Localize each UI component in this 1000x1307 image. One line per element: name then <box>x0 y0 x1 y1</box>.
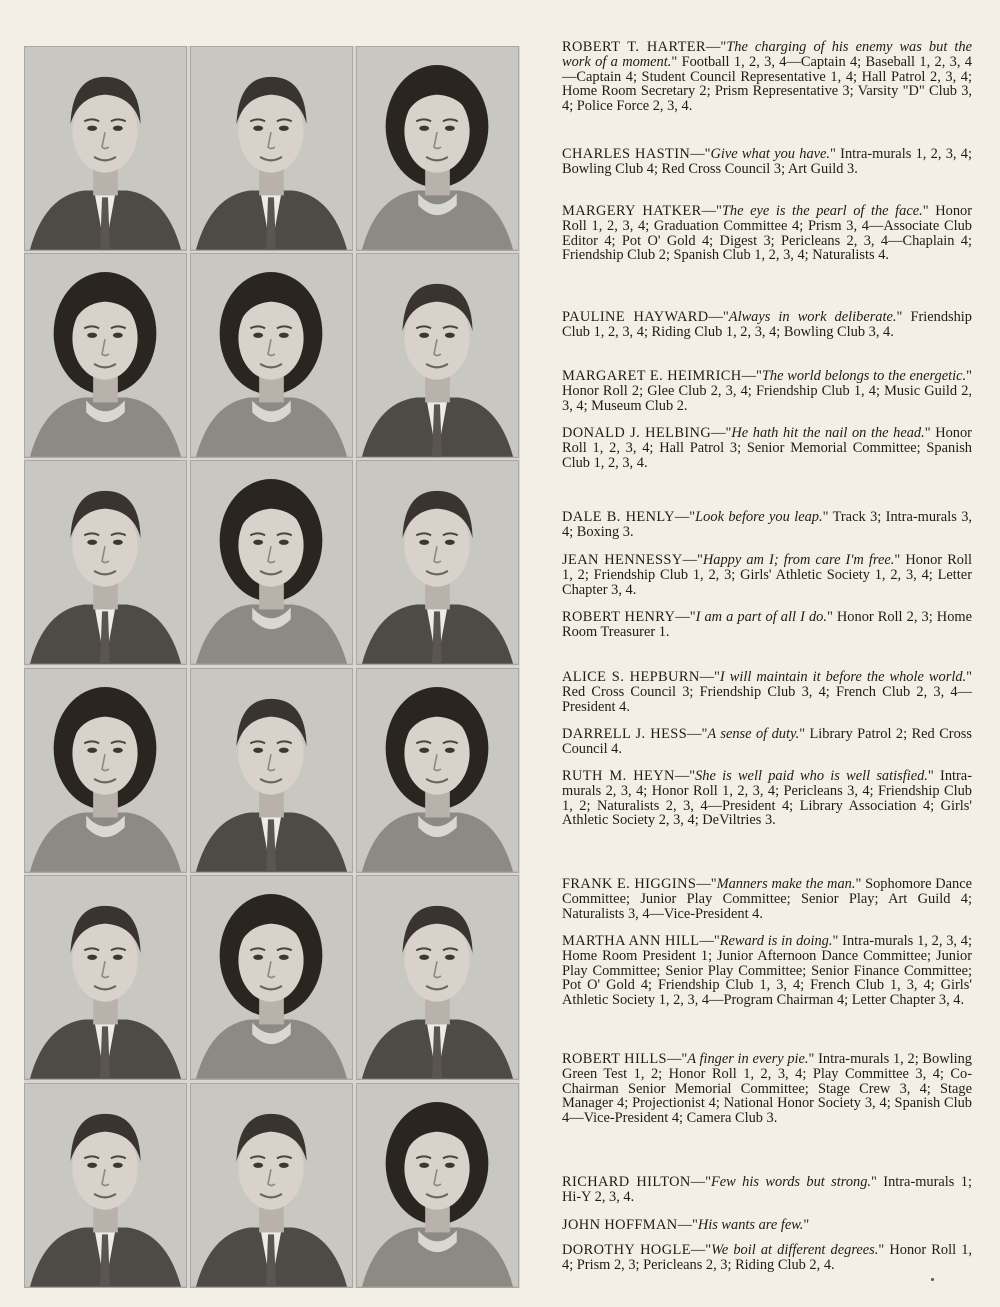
student-activities: Intra-murals 1, 2; Bowling Green Test 1, 2; Honor Roll 1, 2, 3, 4; Play Committee 3, 4; Co-Chairman Senior Memorial Committee; Stage Crew 3, 4; Stage Manager 4; Projectionist 4; National Honor Society 3, 4; Spanish Club 4—Vice-President 4; Camera Club 3. <box>562 1051 972 1127</box>
student-motto: He hath hit the nail on the head. <box>731 425 925 441</box>
student-name: JOHN HOFFMAN <box>562 1217 678 1233</box>
student-name: ROBERT HENRY <box>562 609 676 625</box>
student-activities: Intra-murals 1; Hi-Y 2, 3, 4. <box>562 1174 972 1205</box>
student-motto: Always in work deliberate. <box>728 309 897 325</box>
biography-entry: FRANK E. HIGGINS—"Manners make the man." Sophomore Dance Committee; Junior Play Committee; Senior Play; Art Guild 4; Naturalists 3, 4—Vice-President 4. <box>562 876 973 922</box>
student-motto: Manners make the man. <box>716 876 856 892</box>
biography-entry: JEAN HENNESSY—"Happy am I; from care I'm free." Honor Roll 1, 2; Friendship Club 1, 2, 3; Girls' Athletic Society 1, 2, 3, 4; Letter Chapter 3, 4. <box>562 552 972 598</box>
portrait-photo <box>24 46 187 251</box>
student-motto: We boil at different degrees. <box>711 1242 879 1258</box>
biography-entry: MARGARET E. HEIMRICH—"The world belongs to the energetic." Honor Roll 2; Glee Club 2, 3, 4; Friendship Club 1, 4; Music Guild 2, 3, 4; Museum Club 2. <box>562 368 972 414</box>
portrait-photo <box>190 460 353 665</box>
biography-entry: ROBERT HENRY—"I am a part of all I do." Honor Roll 2, 3; Home Room Treasurer 1. <box>562 609 972 640</box>
portrait-photo <box>356 668 519 873</box>
student-activities: Intra-murals 1, 2, 3, 4; Bowling Club 4; Red Cross Council 3; Art Guild 3. <box>562 146 972 177</box>
student-motto: Reward is in doing. <box>719 933 833 949</box>
biography-entry: DARRELL J. HESS—"A sense of duty." Library Patrol 2; Red Cross Council 4. <box>562 726 972 757</box>
student-motto: The world belongs to the energetic. <box>761 368 967 384</box>
portrait-grid <box>24 46 520 1288</box>
student-motto: A finger in every pie. <box>687 1051 809 1067</box>
student-motto: I will maintain it before the whole world. <box>719 669 967 685</box>
student-name: DARRELL J. HESS <box>562 726 688 742</box>
biography-entry: ROBERT HILLS—"A finger in every pie." Intra-murals 1, 2; Bowling Green Test 1, 2; Honor Roll 1, 2, 3, 4; Play Committee 3, 4; Co-Chairman Senior Memorial Committee; Stage Crew 3, 4; Stage Manager 4; Projectionist 4; National Honor Society 3, 4; Spanish Club 4—Vice-President 4; Camera Club 3. <box>562 1051 972 1127</box>
student-motto: Few his words but strong. <box>711 1174 872 1190</box>
student-motto: The eye is the pearl of the face. <box>721 203 923 219</box>
biography-entry: PAULINE HAYWARD—"Always in work deliberate." Friendship Club 1, 2, 3, 4; Riding Club 1, 2, 3, 4; Bowling Club 3, 4. <box>562 309 972 340</box>
portrait-photo <box>190 46 353 251</box>
student-activities: Sophomore Dance Committee; Junior Play Committee; Senior Play; Art Guild 4; Naturalists 3, 4—Vice-President 4. <box>562 876 973 922</box>
portrait-photo <box>24 1083 187 1288</box>
student-activities: Honor Roll 2, 3; Home Room Treasurer 1. <box>562 609 972 640</box>
student-activities: Red Cross Council 3; Friendship Club 3, 4; French Club 2, 3, 4—President 4. <box>562 683 972 715</box>
biography-entry: ROBERT T. HARTER—"The charging of his enemy was but the work of a moment." Football 1, 2, 3, 4—Captain 4; Baseball 1, 2, 3, 4—Captain 4; Student Council Representative 1, 4; Hall Patrol 2, 3, 4; Home Room Secretary 2; Prism Representative 3; Varsity "D" Club 3, 4; Police Force 2, 3, 4. <box>562 39 972 115</box>
portrait-photo <box>24 253 187 458</box>
portrait-photo <box>190 253 353 458</box>
student-motto: Happy am I; from care I'm free. <box>702 552 895 568</box>
student-name: MARTHA ANN HILL <box>562 933 700 949</box>
student-name: ROBERT HILLS <box>562 1051 667 1067</box>
student-activities: Track 3; Intra-murals 3, 4; Boxing 3. <box>562 509 972 540</box>
portrait-photo <box>24 875 187 1080</box>
student-name: MARGARET E. HEIMRICH <box>562 368 742 384</box>
student-motto: Look before you leap. <box>695 509 823 525</box>
student-activities: Intra-murals 1, 2, 3, 4; Home Room President 1; Junior Afternoon Dance Committee; Junior Play Committee; Senior Play Committee; Senior Finance Committee; Pot O' Gold 4; Friendship Club 1, 3, 4; French Club 1, 3, 4; Girls' Athletic Society 1, 2, 3, 4—Program Chairman 4; Letter Chapter 3, 4. <box>562 933 973 1009</box>
student-name: DALE B. HENLY <box>562 509 675 525</box>
student-name: RUTH M. HEYN <box>562 768 675 784</box>
portrait-photo <box>356 875 519 1080</box>
biography-entry: DOROTHY HOGLE—"We boil at different degrees." Honor Roll 1, 4; Prism 2, 3; Pericleans 2, 3; Riding Club 2, 4. <box>562 1242 972 1273</box>
portrait-photo <box>24 460 187 665</box>
student-motto: The charging of his enemy was but the work of a moment. <box>562 39 972 70</box>
portrait-photo <box>24 668 187 873</box>
student-name: RICHARD HILTON <box>562 1174 691 1190</box>
student-activities: Friendship Club 1, 2, 3, 4; Riding Club 1, 2, 3, 4; Bowling Club 3, 4. <box>562 309 972 340</box>
student-name: PAULINE HAYWARD <box>562 309 709 325</box>
biography-entry: RUTH M. HEYN—"She is well paid who is well satisfied." Intra-murals 2, 3, 4; Honor Roll 1, 2, 3, 4; Pericleans 3, 4; Friendship Club 1, 2; Naturalists 2, 3, 4—President 4; Library Association 4; Girls' Athletic Society 2, 3, 4; DeViltries 3. <box>562 768 972 829</box>
student-name: ROBERT T. HARTER <box>562 39 706 55</box>
student-activities: Honor Roll 1, 2, 3, 4; Hall Patrol 3; Senior Memorial Committee; Spanish Club 1, 2, 3, 4. <box>562 425 972 471</box>
student-name: ALICE S. HEPBURN <box>562 669 700 685</box>
student-activities: Intra-murals 2, 3, 4; Honor Roll 1, 2, 3, 4; Pericleans 3, 4; Friendship Club 1, 2; Naturalists 2, 3, 4—President 4; Library Association 4; Girls' Athletic Society 2, 3, 4; DeViltries 3. <box>562 768 972 829</box>
print-speck <box>931 1278 934 1281</box>
student-name: MARGERY HATKER <box>562 203 702 219</box>
portrait-photo <box>356 253 519 458</box>
biography-entry: ALICE S. HEPBURN—"I will maintain it before the whole world." Red Cross Council 3; Friendship Club 3, 4; French Club 2, 3, 4—President 4. <box>562 669 972 715</box>
student-activities: Honor Roll 1, 2; Friendship Club 1, 2, 3; Girls' Athletic Society 1, 2, 3, 4; Letter Chapter 3, 4. <box>562 552 972 598</box>
student-activities: Honor Roll 1, 4; Prism 2, 3; Pericleans 2, 3; Riding Club 2, 4. <box>562 1242 972 1273</box>
student-motto: His wants are few. <box>697 1217 804 1233</box>
biography-entry: JOHN HOFFMAN—"His wants are few." <box>562 1217 810 1233</box>
student-motto: I am a part of all I do. <box>695 609 827 625</box>
student-motto: Give what you have. <box>710 146 831 162</box>
student-name: CHARLES HASTIN <box>562 146 691 162</box>
biography-entry: CHARLES HASTIN—"Give what you have." Intra-murals 1, 2, 3, 4; Bowling Club 4; Red Cross Council 3; Art Guild 3. <box>562 146 972 177</box>
student-motto: A sense of duty. <box>707 726 800 742</box>
student-motto: She is well paid who is well satisfied. <box>695 768 928 784</box>
portrait-photo <box>190 1083 353 1288</box>
biography-entry: DONALD J. HELBING—"He hath hit the nail on the head." Honor Roll 1, 2, 3, 4; Hall Patrol 3; Senior Memorial Committee; Spanish Club 1, 2, 3, 4. <box>562 425 972 471</box>
student-activities: Honor Roll 1, 2, 3, 4; Graduation Committee 4; Prism 3, 4—Associate Club Editor 4; Pot O' Gold 4; Digest 3; Pericleans 2, 3, 4—Chaplain 4; Friendship Club 2; Spanish Club 1, 2, 3, 4; Naturalists 4. <box>562 203 973 264</box>
portrait-photo <box>190 875 353 1080</box>
student-activities: Football 1, 2, 3, 4—Captain 4; Baseball 1, 2, 3, 4—Captain 4; Student Council Representative 1, 4; Hall Patrol 2, 3, 4; Home Room Secretary 2; Prism Representative 3; Varsity "D" Club 3, 4; Police Force 2, 3, 4. <box>562 53 972 115</box>
student-name: DOROTHY HOGLE <box>562 1242 691 1258</box>
student-name: JEAN HENNESSY <box>562 552 683 568</box>
biography-entry: DALE B. HENLY—"Look before you leap." Track 3; Intra-murals 3, 4; Boxing 3. <box>562 509 972 540</box>
biography-entry: MARGERY HATKER—"The eye is the pearl of the face." Honor Roll 1, 2, 3, 4; Graduation Committee 4; Prism 3, 4—Associate Club Editor 4; Pot O' Gold 4; Digest 3; Pericleans 2, 3, 4—Chaplain 4; Friendship Club 2; Spanish Club 1, 2, 3, 4; Naturalists 4. <box>562 203 973 264</box>
biography-entry: MARTHA ANN HILL—"Reward is in doing." Intra-murals 1, 2, 3, 4; Home Room President 1; Junior Afternoon Dance Committee; Junior Play Committee; Senior Play Committee; Senior Finance Committee; Pot O' Gold 4; Friendship Club 1, 3, 4; French Club 1, 3, 4; Girls' Athletic Society 1, 2, 3, 4—Program Chairman 4; Letter Chapter 3, 4. <box>562 933 973 1009</box>
student-activities: Library Patrol 2; Red Cross Council 4. <box>562 726 972 757</box>
student-activities: Honor Roll 2; Glee Club 2, 3, 4; Friendship Club 1, 4; Music Guild 2, 3, 4; Museum Club 2. <box>562 382 972 414</box>
student-name: DONALD J. HELBING <box>562 425 712 441</box>
portrait-photo <box>190 668 353 873</box>
biography-entry: RICHARD HILTON—"Few his words but strong." Intra-murals 1; Hi-Y 2, 3, 4. <box>562 1174 972 1205</box>
portrait-photo <box>356 1083 519 1288</box>
student-name: FRANK E. HIGGINS <box>562 876 697 892</box>
portrait-photo <box>356 46 519 251</box>
portrait-photo <box>356 460 519 665</box>
